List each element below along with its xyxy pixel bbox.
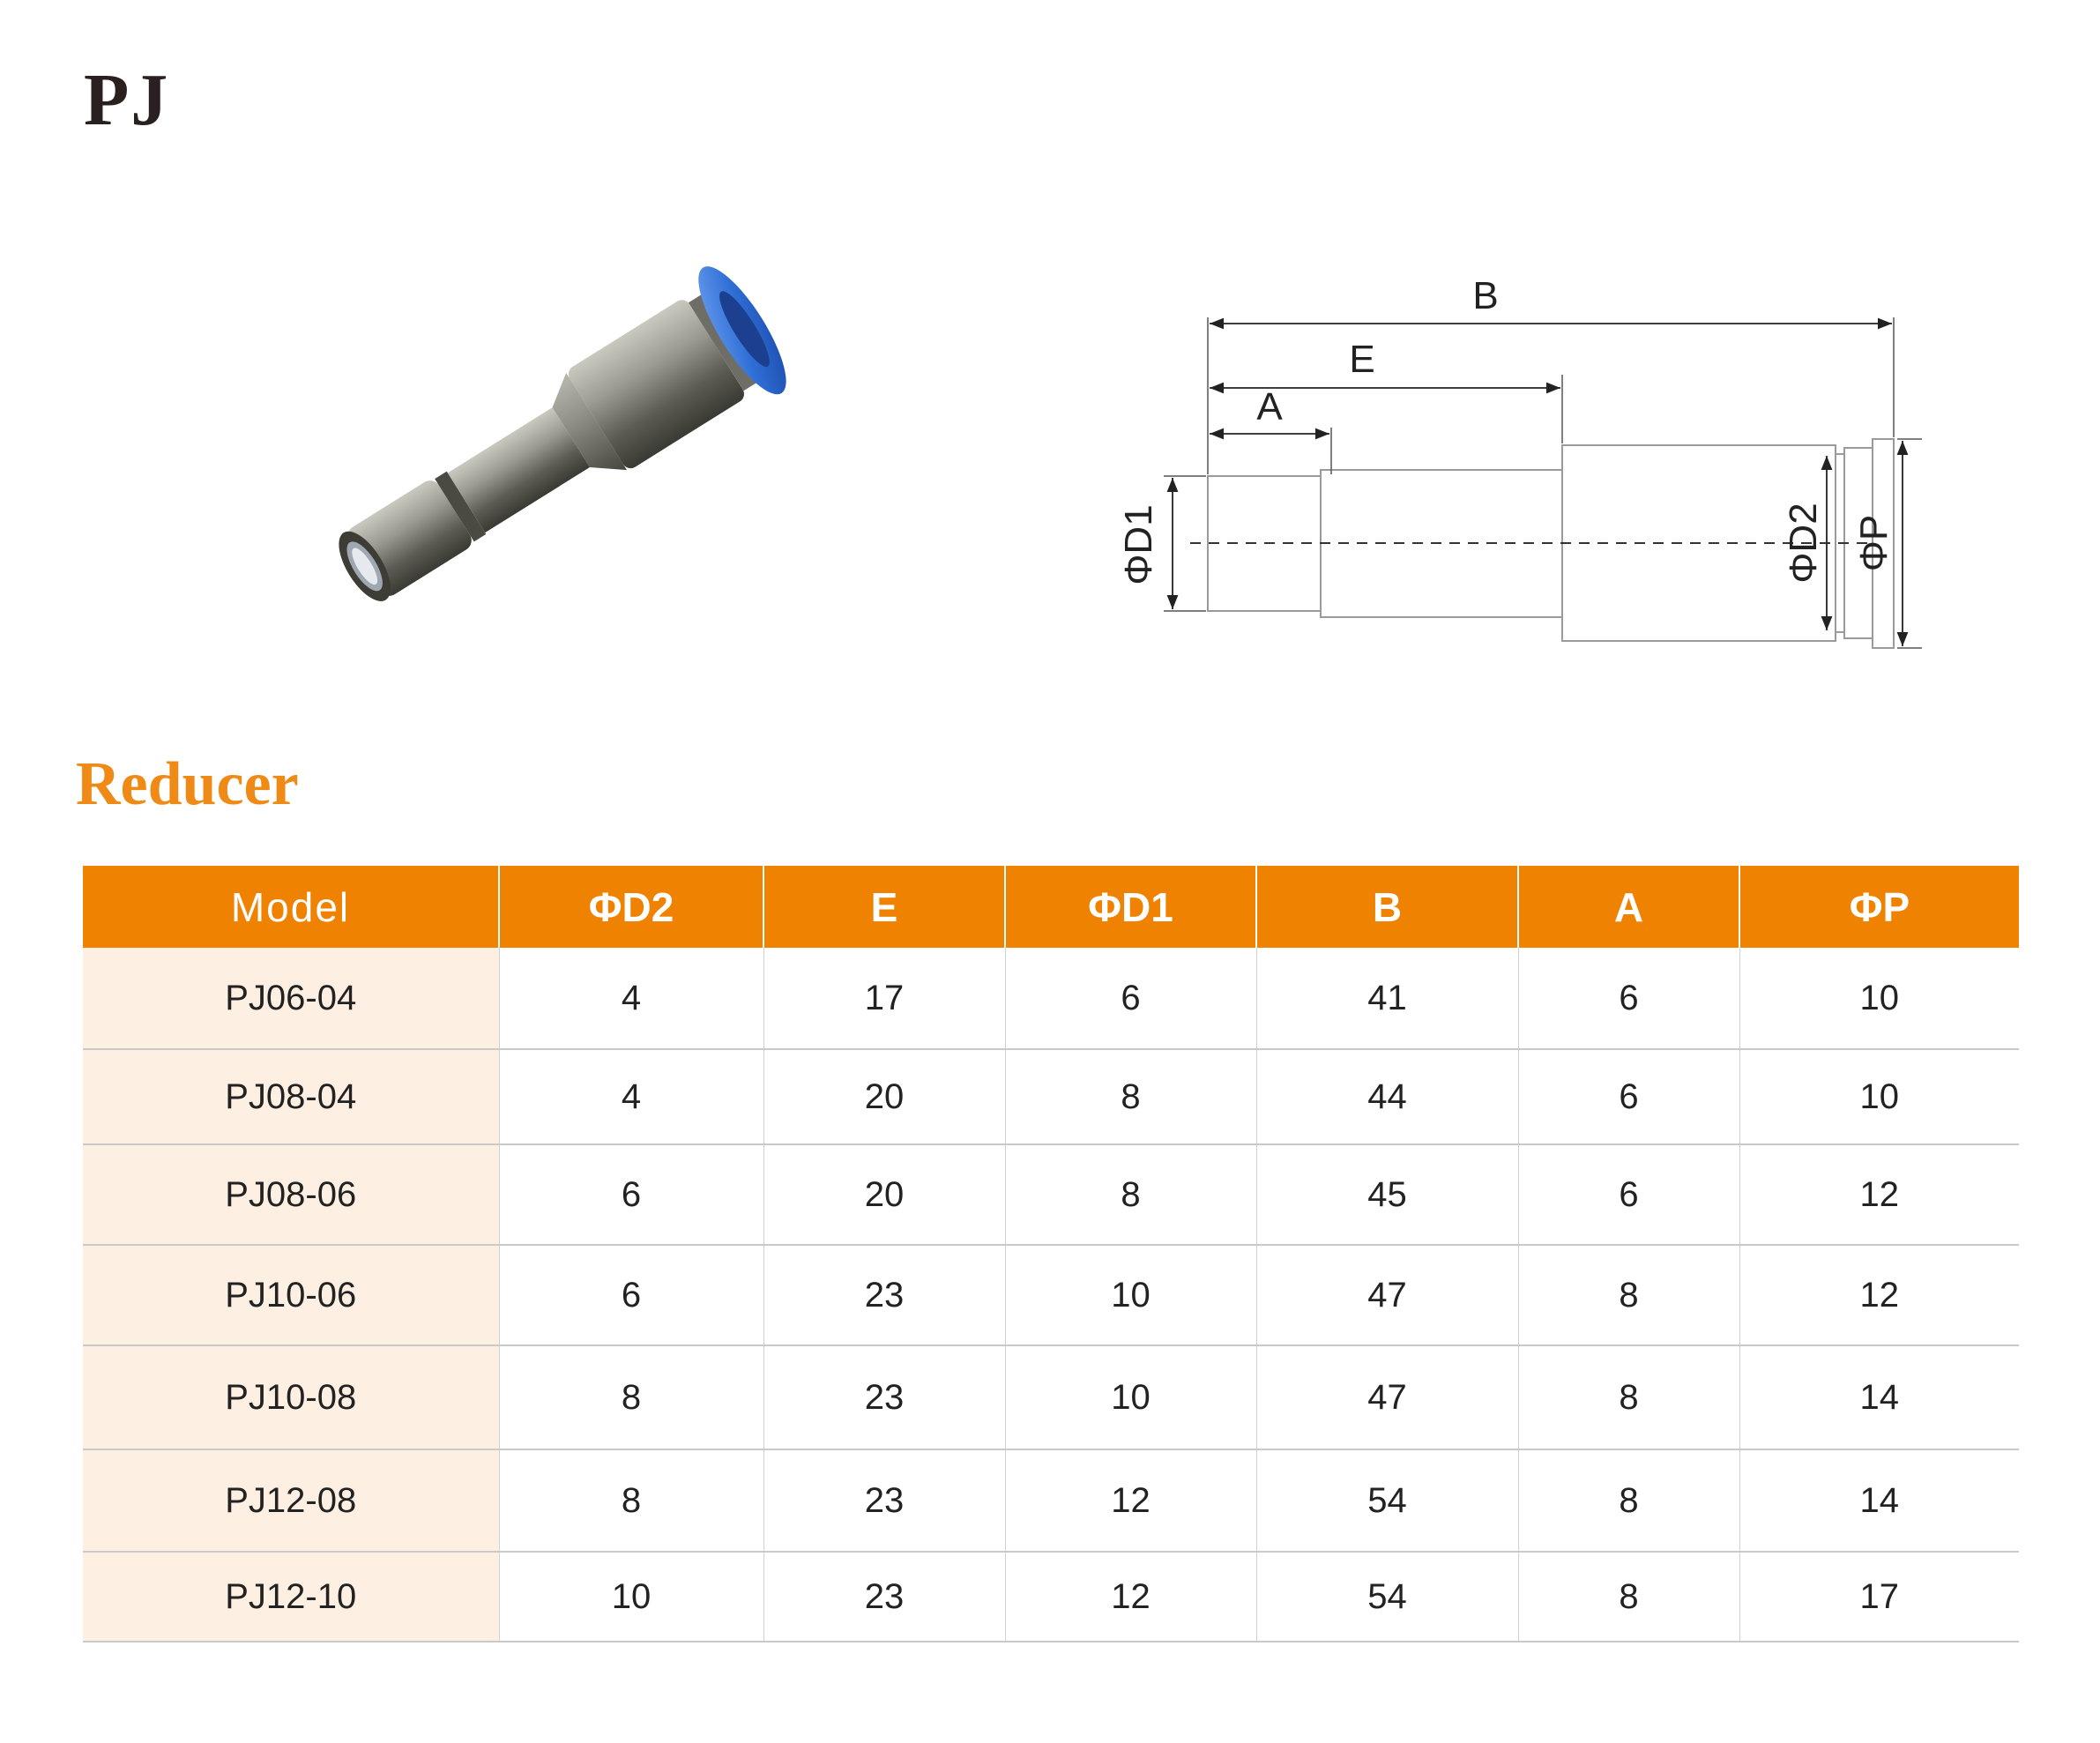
table-header-row [83,866,2019,948]
dimension-d2-label: ΦD2 [1782,503,1825,584]
table-cell: 12 [1739,1245,2019,1345]
table-cell: 12 [1005,1449,1256,1552]
table-cell: 45 [1256,1144,1518,1245]
table-row [83,948,2019,1049]
reducer-fitting-photo [291,225,838,644]
table-cell: 54 [1256,1449,1518,1552]
table-row [83,1345,2019,1449]
table-cell: 10 [1739,948,2019,1049]
table-cell: 8 [1518,1449,1739,1552]
column-header-model: Model [83,866,499,948]
dimension-p-label: ΦP [1852,514,1895,572]
table-cell: 47 [1256,1345,1518,1449]
table-cell: 12 [1739,1144,2019,1245]
model-cell: PJ06-04 [83,948,499,1049]
column-header-a: A [1518,866,1739,948]
model-cell: PJ10-06 [83,1245,499,1345]
table-cell: 6 [1005,948,1256,1049]
table-cell: 6 [499,1144,763,1245]
table-cell: 8 [1005,1049,1256,1144]
dimension-a-label: A [1256,385,1283,428]
table-cell: 4 [499,1049,763,1144]
table-cell: 10 [1005,1245,1256,1345]
table-row [83,1245,2019,1345]
table-cell: 6 [499,1245,763,1345]
table-cell: 23 [763,1245,1005,1345]
table-cell: 44 [1256,1049,1518,1144]
column-header-b: B [1256,866,1518,948]
table-cell: 4 [499,948,763,1049]
table-cell: 23 [763,1345,1005,1449]
table-cell: 17 [763,948,1005,1049]
table-row [83,1449,2019,1552]
table-row [83,1552,2019,1642]
table-cell: 14 [1739,1449,2019,1552]
model-cell: PJ10-08 [83,1345,499,1449]
table-cell: 10 [1739,1049,2019,1144]
table-cell: 17 [1739,1552,2019,1642]
page-title: PJ [84,59,170,141]
section-title: Reducer [76,750,299,818]
column-header-p: ΦP [1739,866,2019,948]
table-cell: 8 [499,1449,763,1552]
table-cell: 8 [499,1345,763,1449]
model-cell: PJ08-04 [83,1049,499,1144]
table-cell: 23 [763,1449,1005,1552]
table-cell: 12 [1005,1552,1256,1642]
dimension-e-label: E [1349,338,1375,381]
table-cell: 20 [763,1049,1005,1144]
column-header-d1: ΦD1 [1005,866,1256,948]
table-cell: 8 [1518,1345,1739,1449]
table-cell: 20 [763,1144,1005,1245]
table-cell: 6 [1518,948,1739,1049]
column-header-e: E [763,866,1005,948]
table-cell: 6 [1518,1049,1739,1144]
table-cell: 10 [499,1552,763,1642]
table-row [83,1049,2019,1144]
model-cell: PJ12-08 [83,1449,499,1552]
table-cell: 8 [1005,1144,1256,1245]
table-cell: 8 [1518,1552,1739,1642]
dimension-b-label: B [1472,274,1499,317]
column-header-d2: ΦD2 [499,866,763,948]
table-cell: 47 [1256,1245,1518,1345]
table-cell: 10 [1005,1345,1256,1449]
table-cell: 41 [1256,948,1518,1049]
table-cell: 54 [1256,1552,1518,1642]
specification-table [83,866,2019,1642]
model-cell: PJ08-06 [83,1144,499,1245]
table-row [83,1144,2019,1245]
table-cell: 14 [1739,1345,2019,1449]
table-cell: 8 [1518,1245,1739,1345]
table-cell: 6 [1518,1144,1739,1245]
reducer-dimension-drawing [1093,264,1922,670]
dimension-d1-label: ΦD1 [1117,504,1160,585]
table-cell: 23 [763,1552,1005,1642]
model-cell: PJ12-10 [83,1552,499,1642]
